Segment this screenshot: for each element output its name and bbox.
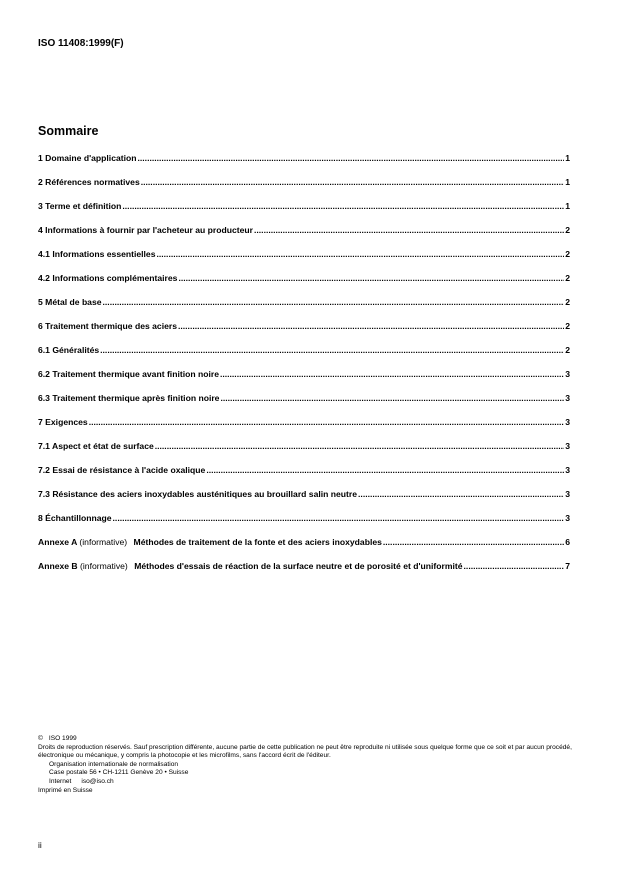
toc-leader [138,153,565,164]
toc-entry-label: 7 Exigences [38,417,88,427]
toc-leader [155,441,564,452]
toc-annex-entry[interactable] [38,561,570,572]
toc-entry-page: 3 [565,441,570,451]
toc-leader [358,489,564,500]
toc-annex-entry[interactable] [38,537,570,548]
copyright-footer [38,735,578,795]
toc-leader [100,345,564,356]
toc-entry[interactable] [38,417,570,428]
toc-entry-label: 4.1 Informations essentielles [38,249,156,259]
toc-entry-label: 2 Références normatives [38,177,140,187]
toc-entry-label: 7.1 Aspect et état de surface [38,441,154,451]
toc-entry-label: 7.3 Résistance des aciers inoxydables austénitiques au brouillard salin neutre [38,489,358,499]
toc-entry-page: 1 [565,153,570,163]
annex-name: Annexe B [38,561,78,571]
toc-entry-page: 2 [565,273,570,283]
toc-entry-page: 1 [565,201,570,211]
internet-row [38,778,578,787]
annex-type: (informative) [80,561,128,571]
toc-entry[interactable] [38,225,570,236]
toc-leader [157,249,565,260]
toc-entry[interactable] [38,489,570,500]
toc-entry-page: 3 [565,489,570,499]
toc-entry-page: 2 [565,297,570,307]
toc-leader [141,177,564,188]
document-id: ISO 11408:1999(F) [38,38,124,49]
page-number: ii [38,840,42,850]
toc-entry-page: 1 [565,177,570,187]
toc-entry-page: 3 [565,393,570,403]
toc-entry-page: 7 [565,561,570,571]
toc-leader [178,273,564,284]
toc-leader [254,225,564,236]
toc-entry-page: 2 [565,321,570,331]
toc-entry[interactable] [38,345,570,356]
org-address: Case postale 56 • CH-1211 Genève 20 • Suisse [49,769,189,777]
toc-annex-label [38,537,382,548]
copyright-line [38,735,578,744]
copyright-text: ISO 1999 [48,735,77,742]
rights-text: Droits de reproduction réservés. Sauf prescription différente, aucune partie de cette publication ne peut être reproduite ni utilisée sous quelque forme que ce soit et par aucun procédé, électronique ou mécanique, y compris la photocopie et les microfilms, sans l'accord écrit de l'éditeur. [38,743,572,760]
toc-leader [220,393,564,404]
toc-entry[interactable] [38,153,570,164]
toc-leader [464,561,565,572]
printed-in: Imprimé en Suisse [38,786,93,794]
annex-title: Méthodes d'essais de réaction de la surface neutre et de porosité et d'uniformité [134,561,463,571]
toc-entry-label: 6 Traitement thermique des aciers [38,321,177,331]
toc-leader [383,537,564,548]
toc-entry-label: 8 Échantillonnage [38,513,112,523]
toc-entry[interactable] [38,177,570,188]
toc-entry-page: 2 [565,345,570,355]
toc-entry[interactable] [38,273,570,284]
toc-title: Sommaire [38,124,99,138]
internet-email[interactable]: iso@iso.ch [81,777,114,785]
toc-entry[interactable] [38,201,570,212]
toc-entry[interactable] [38,393,570,404]
annex-title: Méthodes de traitement de la fonte et des aciers inoxydables [133,537,382,547]
toc-leader [89,417,565,428]
toc-entry-label: 5 Métal de base [38,297,102,307]
toc-leader [220,369,564,380]
toc-leader [178,321,564,332]
toc-entry-label: 4 Informations à fournir par l'acheteur au producteur [38,225,254,235]
toc-entry-label: 4.2 Informations complémentaires [38,273,178,283]
toc-leader [206,465,564,476]
toc-entry[interactable] [38,513,570,524]
toc-leader [113,513,565,524]
annex-type: (informative) [79,537,128,547]
toc-entry-page: 3 [565,465,570,475]
toc-leader [103,297,565,308]
toc-entry-page: 6 [565,537,570,547]
toc-entry-page: 2 [565,249,570,259]
annex-name: Annexe A [38,537,77,547]
toc-entry[interactable] [38,441,570,452]
toc-entry-label: 7.2 Essai de résistance à l'acide oxalique [38,465,206,475]
toc-entry-label: 6.2 Traitement thermique avant finition noire [38,369,219,379]
toc-entry-label: 6.1 Généralités [38,345,100,355]
copyright-icon: © [38,735,43,742]
toc-annex-label [38,561,463,572]
toc-leader [122,201,564,212]
toc-entry[interactable] [38,369,570,380]
internet-label: Internet [49,777,72,785]
toc-entry[interactable] [38,297,570,308]
toc-entry[interactable] [38,465,570,476]
toc-entry-page: 3 [565,369,570,379]
toc-entry-page: 3 [565,417,570,427]
toc-entry-page: 3 [565,513,570,523]
toc-entry-page: 2 [565,225,570,235]
org-name: Organisation internationale de normalisation [49,760,179,768]
toc-entry-label: 6.3 Traitement thermique après finition noire [38,393,220,403]
toc-entry[interactable] [38,321,570,332]
toc-entry-label: 3 Terme et définition [38,201,122,211]
toc-entry[interactable] [38,249,570,260]
toc-entry-label: 1 Domaine d'application [38,153,137,163]
